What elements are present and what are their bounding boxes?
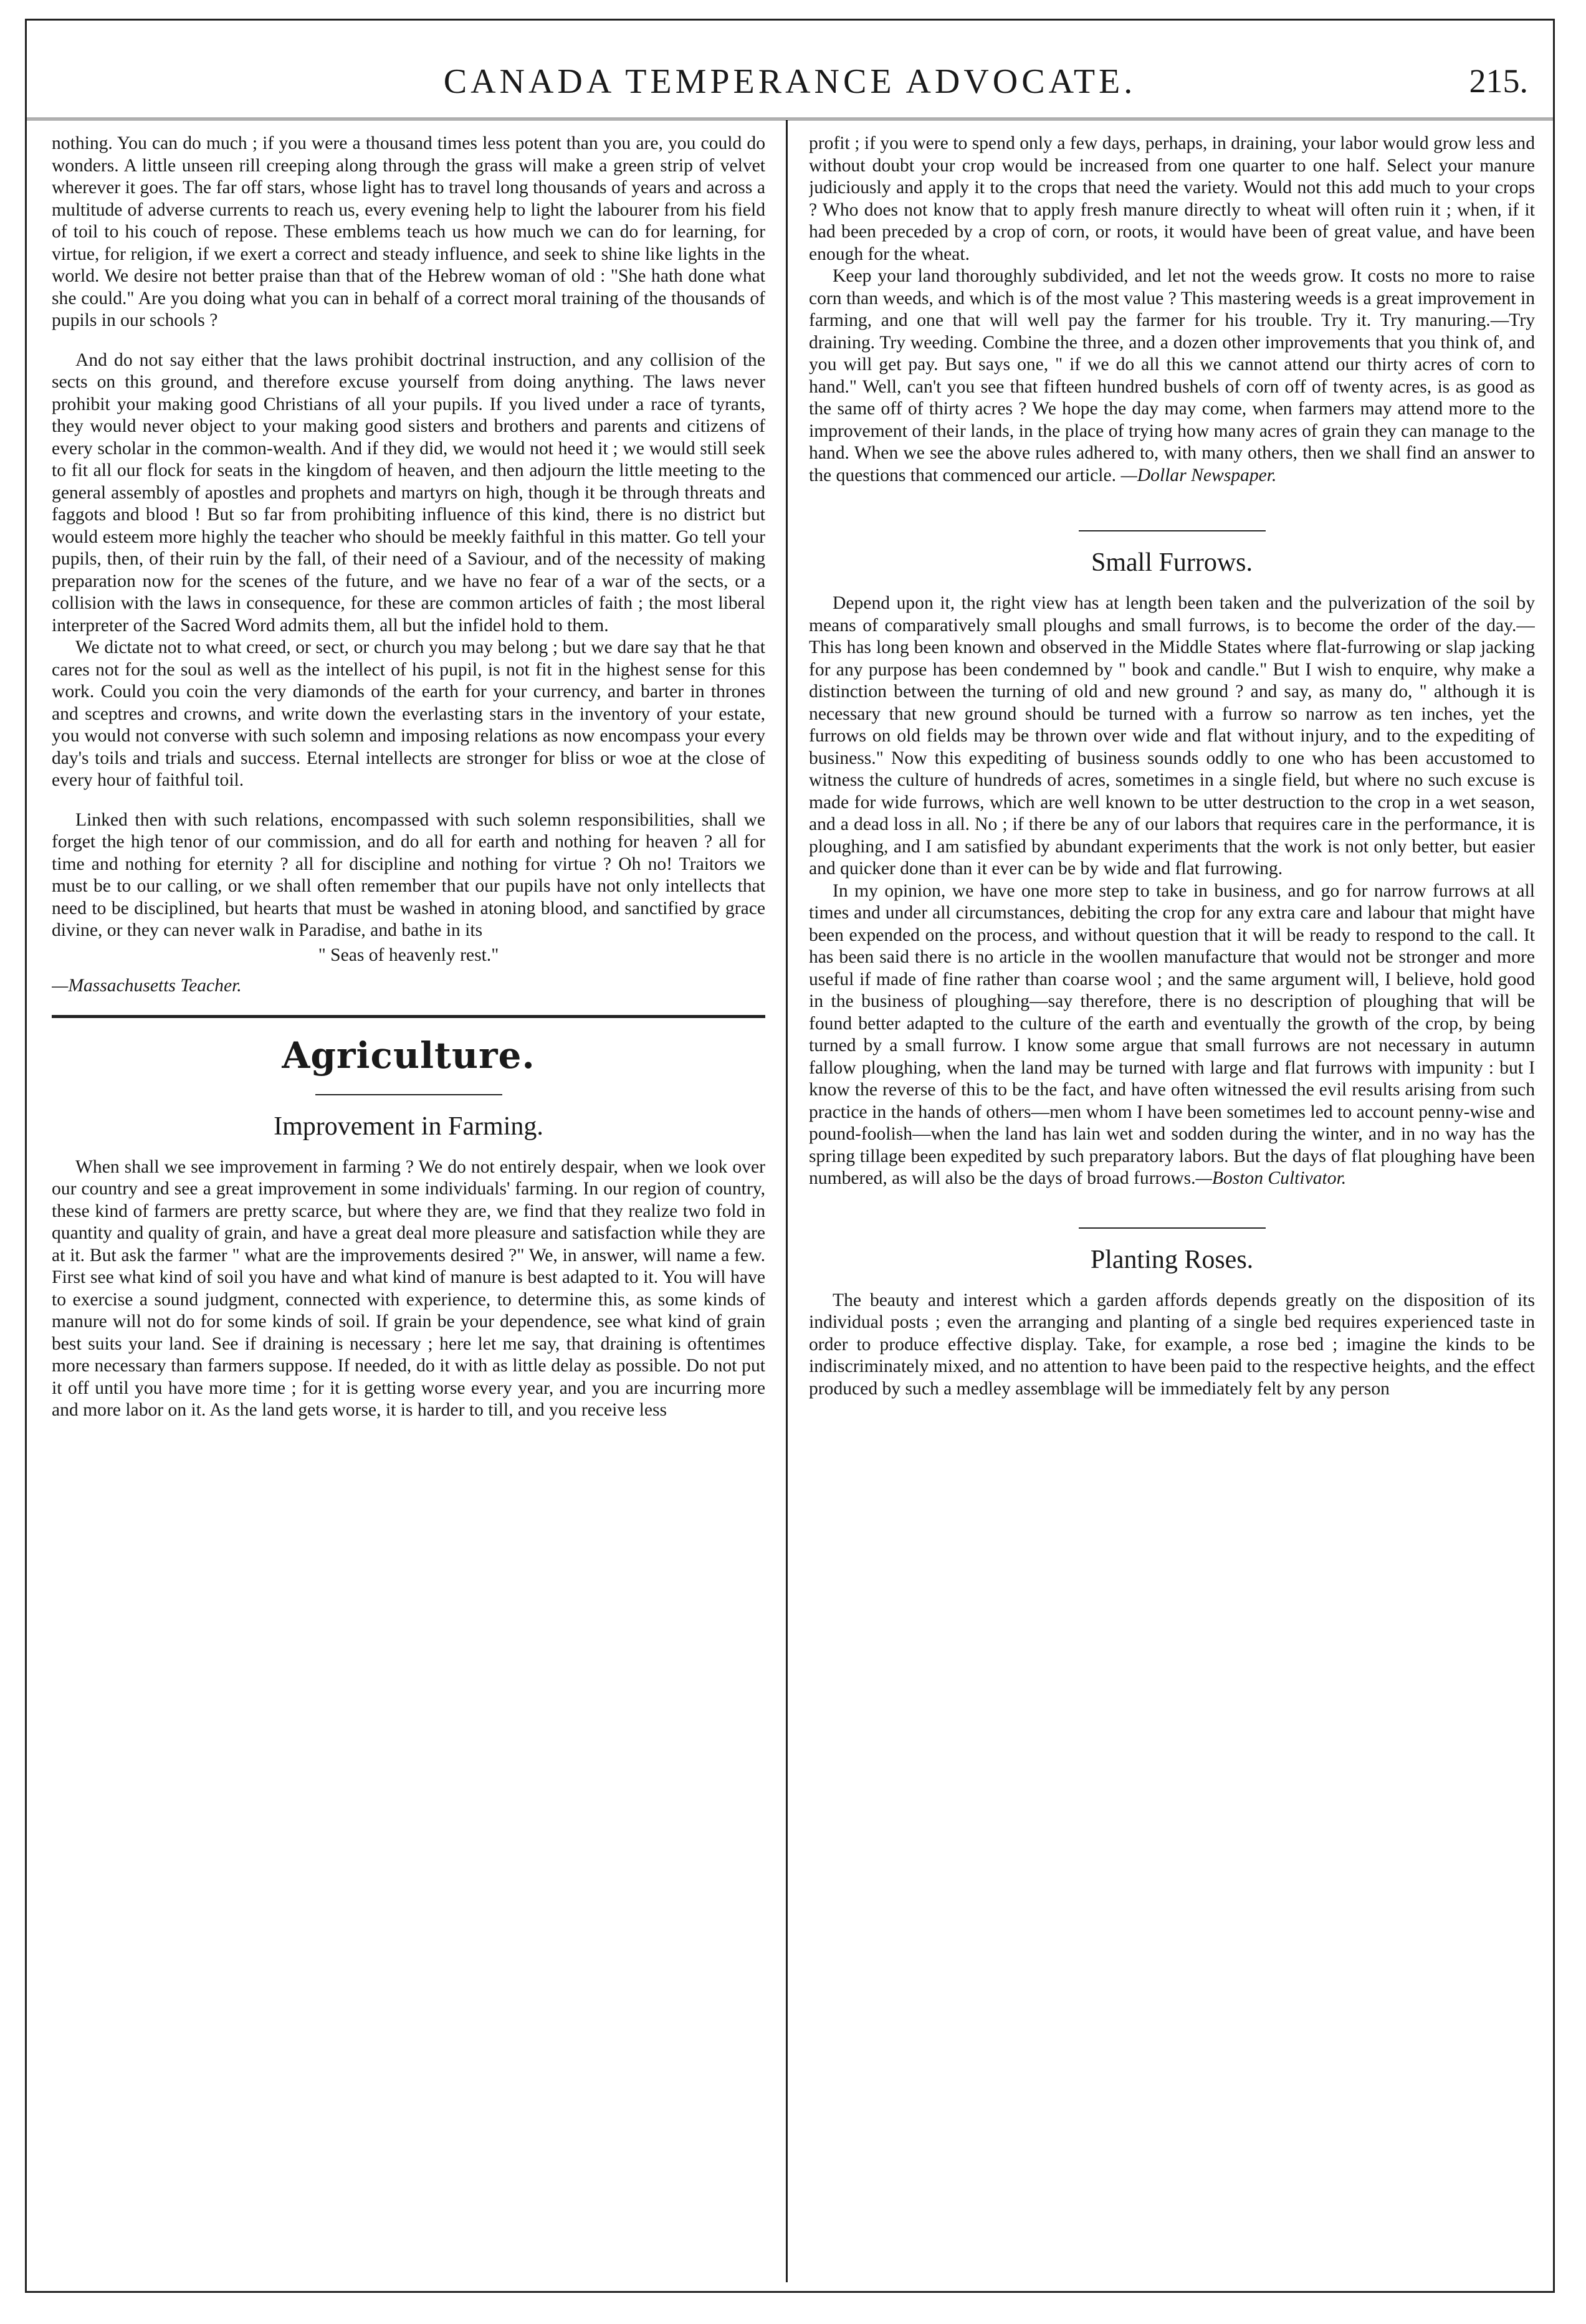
verse-quote: " Seas of heavenly rest." bbox=[318, 945, 499, 965]
article-title: Improvement in Farming. bbox=[274, 1112, 543, 1141]
right-column bbox=[809, 133, 1535, 2276]
page-header bbox=[27, 21, 1553, 120]
newspaper-page bbox=[25, 19, 1555, 2293]
article-credit: —Massachusetts Teacher. bbox=[52, 976, 242, 996]
paragraph bbox=[809, 265, 1535, 487]
paragraph: And do not say either that the laws prohibit doctrinal instruction, and any collision of the sects on this ground, and therefore excuse yourself from doing anything. The laws never prohibit your making good Christians of all your pupils. If you lived under a race of tyrants, they would never object to your making good sisters and brothers and parents and citizens of every scholar in the common-wealth. And if they did, we would not heed it ; we would still seek to fit all our flock for seats in the kingdom of heaven, and then adjourn the little meeting to the general assembly of apostles and prophets and martyrs on high, though it be through threats and faggots and blood ! But so far from prohibiting influence of this kind, there is no district but would esteem more highly the teacher who should be meekly faithful in this matter. Go tell your pupils, then, of their ruin by the fall, of their need of a Saviour, and of the necessity of making preparation now for the scenes of the future, and we have no fear of a war of the sects, or a collision with the laws in consequence, for these are common articles of faith ; the most liberal interpreter of the Sacred Word admits them, all but the infidel hold to them. bbox=[52, 350, 765, 636]
paragraph: When shall we see improvement in farming ? We do not entirely despair, when we look over our country and see a great improvement in some individuals' farming. In our region of country, these kind of farmers are pretty scarce, but where they are, we find that they realize two fold in quantity and quality of grain, and have a great deal more pleasure and satisfaction while they are at it. But ask the farmer " what are the improvements desired ?" We, in answer, will name a few. First see what kind of soil you have and what kind of manure is best adapted to it. You will have to exercise a sound judgment, connected with experience, to determine this, as some kinds of manure will not do for some kinds of soil. If grain be your dependence, see what kind of grain best suits your land. See if draining is necessary ; here let me say, that draining is oftentimes more necessary than farmers suppose. If needed, do it with as little delay as possible. Do not put it off until you have more time ; for it is getting worse every year, and you are incurring more and more labor on it. As the land gets worse, it is harder to till, and you receive less bbox=[52, 1156, 765, 1420]
article-rule bbox=[1079, 530, 1266, 531]
left-column bbox=[52, 133, 765, 2276]
column-divider bbox=[786, 120, 788, 2282]
article-rule bbox=[1079, 1227, 1266, 1229]
paragraph: We dictate not to what creed, or sect, or church you may belong ; but we dare say that he that cares not for the soul as well as the intellect of his pupil, is not fit in the highest sense for this work. Could you coin the very diamonds of the earth for your currency, and barter in thrones and sceptres and crowns, and write down the everlasting stars in the inventory of your estate, you would not converse with such solemn and imposing relations as now encompass your every day's toils and trials and success. Eternal intellects are stronger for bliss or woe at the close of every hour of faithful toil. bbox=[52, 637, 765, 790]
section-rule bbox=[52, 1015, 765, 1018]
article-credit: —Dollar Newspaper. bbox=[1120, 465, 1277, 485]
article-title: Small Furrows. bbox=[1091, 548, 1253, 577]
paragraph: profit ; if you were to spend only a few days, perhaps, in draining, your labor would grow less and without doubt your crop would be increased from one quarter to one half. Select your manure judiciously and apply it to the crops that need the variety. Would not this add much to your crops ? Who does not know that to apply fresh manure directly to wheat will often ruin it ; when, if it had been preceded by a crop of corn, or roots, it would have been of great value, and have been enough for the wheat. bbox=[809, 133, 1535, 264]
heading-rule bbox=[315, 1094, 502, 1095]
paragraph: nothing. You can do much ; if you were a thousand times less potent than you are, you could do wonders. A little unseen rill creeping along through the grass will make a green strip of velvet wherever it goes. The far off stars, whose light has to travel long thousands of years and across a multitude of adverse currents to reach us, every evening help to light the labourer from his field of toil to his couch of repose. These emblems teach us how much we can do for learning, for virtue, for religion, if we exert a correct and steady influence, and seek to shine like lights in the world. We desire not better praise than that of the Hebrew woman of old : "She hath done what she could." Are you doing what you can in behalf of a correct moral training of the thousands of pupils in our schools ? bbox=[52, 133, 765, 330]
article-credit: —Boston Cultivator. bbox=[1195, 1168, 1347, 1188]
paragraph: Linked then with such relations, encompassed with such solemn responsibilities, shall we forget the high tenor of our commission, and do all for earth and nothing for heaven ? all for time and nothing for eternity ? all for discipline and nothing for virtue ? Oh no! Traitors we must be to our calling, or we shall often remember that our pupils have not only intellects that need to be disciplined, but hearts that must be washed in atoning blood, and sanctified by grace divine, or they can never walk in Paradise, and bathe in its bbox=[52, 809, 765, 940]
publication-title: CANADA TEMPERANCE ADVOCATE. bbox=[443, 62, 1137, 101]
section-heading: Agriculture. bbox=[282, 1034, 535, 1077]
page-number: 215. bbox=[1469, 62, 1528, 100]
paragraph: The beauty and interest which a garden affords depends greatly on the disposition of its individual posts ; even the arranging and planting of a single bed requires experienced taste in order to produce effective display. Take, for example, a rose bed ; imagine the kinds to be indiscriminately mixed, and no attention to have been paid to the respective heights, and the effect produced by such a medley assemblage will be immediately felt by any person bbox=[809, 1290, 1535, 1399]
paragraph-text: In my opinion, we have one more step to take in business, and go for narrow furrows at all times and under all circumstances, debiting the crop for any extra care and labour that might have been expended on the process, and without question that it will be ready to respond to the call. It has been said there is no article in the woollen manufacture that would not be stronger and more useful if made of fine rather than coarse wool ; and the same argument will, I believe, hold good in the business of ploughing—say therefore, there is no description of ploughing that will be found better adapted to the culture of the earth and eventually the growth of the crop, by being turned by a small furrow. I know some argue that small furrows are not necessary in autumn fallow ploughing, when the land may be turned with large and flat furrows with impunity : but I know the reverse of this to be the fact, and have often witnessed the evil results arising from such practice in the hands of others—men whom I have been sometimes led to account penny-wise and pound-foolish—when the land has lain wet and sodden during the winter, and in no way has the spring tillage been expedited by such preparatory labors. But the days of flat ploughing have been numbered, as will also be the days of broad furrows. bbox=[809, 880, 1535, 1188]
paragraph bbox=[809, 880, 1535, 1190]
article-title: Planting Roses. bbox=[1090, 1245, 1254, 1274]
paragraph: Depend upon it, the right view has at length been taken and the pulverization of the soil by means of comparatively small ploughs and small furrows, is to become the order of the day.— This has long been known and observed in the Middle States where flat-furrowing or slap jacking for any purpose has been condemned by " book and candle." But I wish to enquire, why make a distinction between the turning of old and new ground ? and say, as many do, " although it is necessary that new ground should be turned with a furrow so narrow as ten inches, yet the furrows on old fields may be thrown over wide and flat without injury, and to the expediting of business." Now this expediting of business sounds oddly to one who has been accustomed to witness the culture of hundreds of acres, sometimes in a single field, but where no such excuse is made for wide furrows, which are well known to be utter destruction to the crop in a wet season, and a dead loss in all. No ; if there be any of our labors that requires care in the performance, it is ploughing, and I am satisfied by abundant experiments that the work is not only better, but easier and quicker done than it ever can be by wide and flat furrowing. bbox=[809, 593, 1535, 879]
paragraph-text: Keep your land thoroughly subdivided, and let not the weeds grow. It costs no more to raise corn than weeds, and which is of the most value ? This mastering weeds is a great improvement in farming, and one that will well pay the farmer for his trouble. Try it. Try manuring.—Try draining. Try weeding. Combine the three, and a dozen other improvements that you think of, and you will get pay. But says one, " if we do all this we cannot attend our thirty acres of corn to hand." Well, can't you see that fifteen hundred bushels of corn off of twenty acres, is as good as the same off of thirty acres ? We hope the day may come, when farmers may attend more to the improvement of their lands, in the place of trying how many acres of grain they can manage to the hand. When we see the above rules adhered to, with many others, then we shall find an answer to the questions that commenced our article. bbox=[809, 266, 1535, 485]
